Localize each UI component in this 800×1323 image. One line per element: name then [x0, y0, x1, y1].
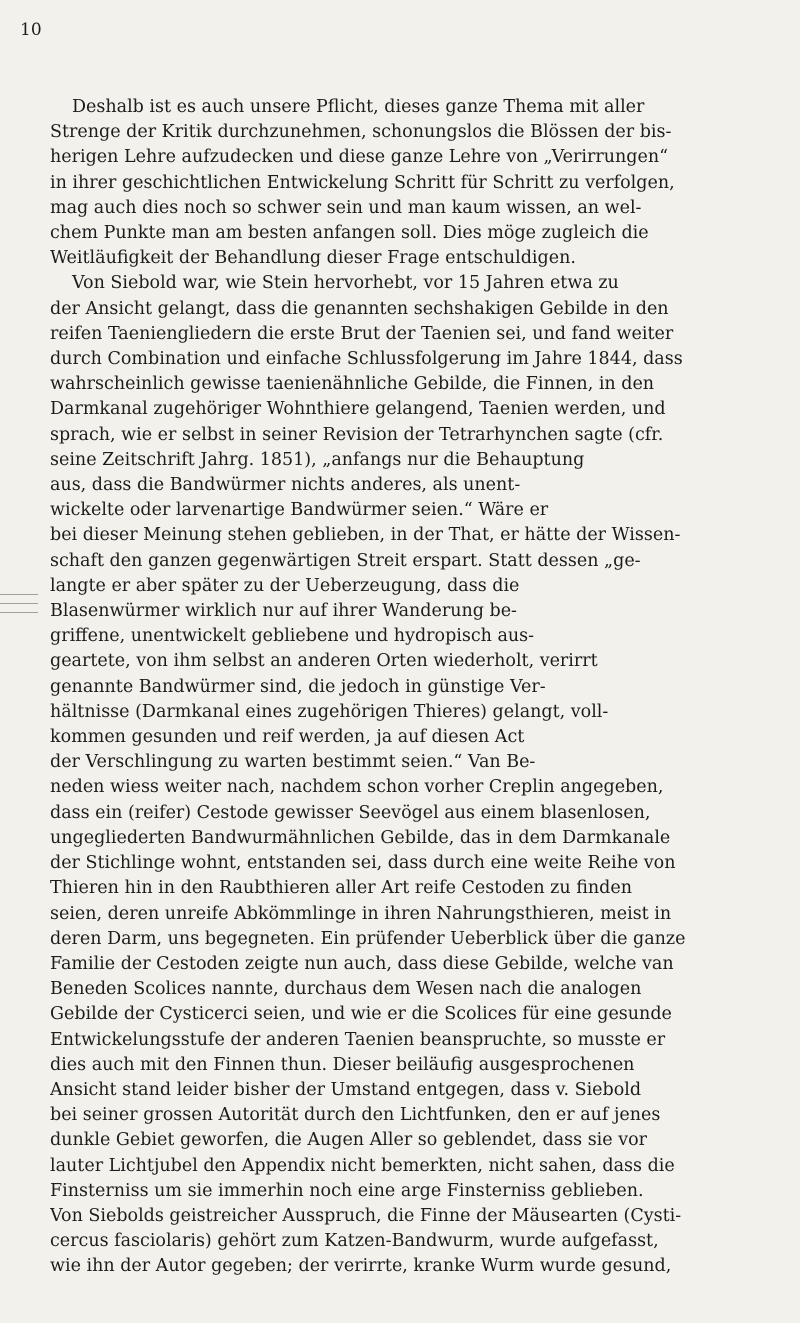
text-line: schaft den ganzen gegenwärtigen Streit erspart. Statt dessen „ge- [50, 550, 641, 571]
text-line: sprach, wie er selbst in seiner Revision der Tetrarhynchen sagte (cfr. [50, 424, 664, 445]
text-line: griffene, unentwickelt gebliebene und hydropisch aus- [50, 626, 535, 647]
text-line: cercus fasciolaris) gehört zum Katzen-Bandwurm, wurde aufgefasst, [50, 1231, 659, 1252]
text-line: genannte Bandwürmer sind, die jedoch in günstige Ver- [50, 676, 546, 697]
text-line: in ihrer geschichtlichen Entwickelung Schritt für Schritt zu verfolgen, [50, 172, 675, 193]
text-line: Beneden Scolices nannte, durchaus dem Wesen nach die analogen [50, 979, 642, 1000]
text-line: mag auch dies noch so schwer sein und man kaum wissen, an wel- [50, 197, 642, 218]
text-line: kommen gesunden und reif werden, ja auf diesen Act [50, 727, 525, 748]
text-line: langte er aber später zu der Ueberzeugung, dass die [50, 575, 520, 596]
text-line: Thieren hin in den Raubthieren aller Art reife Cestoden zu finden [50, 878, 633, 899]
text-line: aus, dass die Bandwürmer nichts anderes, als unent- [50, 475, 521, 496]
text-line: Von Siebold war, wie Stein hervorhebt, vor 15 Jahren etwa zu [72, 273, 619, 294]
text-line: dass ein (reifer) Cestode gewisser Seevögel aus einem blasenlosen, [50, 802, 651, 823]
text-line: der Verschlingung zu warten bestimmt seien.“ Van Be- [50, 752, 536, 773]
text-line: seine Zeitschrift Jahrg. 1851), „anfangs nur die Behauptung [50, 449, 585, 470]
text-line: Darmkanal zugehöriger Wohnthiere gelangend, Taenien werden, und [50, 399, 666, 420]
text-line: wahrscheinlich gewisse taenienähnliche Gebilde, die Finnen, in den [50, 374, 655, 395]
text-line: wickelte oder larvenartige Bandwürmer seien.“ Wäre er [50, 500, 549, 521]
text-line: Gebilde der Cysticerci seien, und wie er die Scolices für eine gesunde [50, 1004, 672, 1025]
text-line: Deshalb ist es auch unsere Pflicht, dieses ganze Thema mit aller [72, 97, 645, 117]
text-line: neden wiess weiter nach, nachdem schon vorher Creplin angegeben, [50, 777, 664, 798]
text-line: seien, deren unreife Abkömmlinge in ihren Nahrungsthieren, meist in [50, 903, 672, 924]
text-line: ungegliederten Bandwurmähnlichen Gebilde, das in dem Darmkanale [50, 827, 671, 848]
text-line: dunkle Gebiet geworfen, die Augen Aller so geblendet, dass sie vor [50, 1130, 647, 1151]
text-line: bei seiner grossen Autorität durch den Lichtfunken, den er auf jenes [50, 1105, 661, 1126]
text-line: der Ansicht gelangt, dass die genannten sechshakigen Gebilde in den [50, 298, 669, 319]
text-line: chem Punkte man am besten anfangen soll. Dies möge zugleich die [50, 223, 649, 244]
text-line: Ansicht stand leider bisher der Umstand entgegen, dass v. Siebold [50, 1079, 642, 1100]
text-line: Entwickelungsstufe der anderen Taenien beanspruchte, so musste er [50, 1029, 666, 1050]
text-line: Von Siebolds geistreicher Ausspruch, die Finne der Mäusearten (Cysti- [50, 1205, 682, 1226]
text-line: reifen Taeniengliedern die erste Brut der Taenien sei, und fand weiter [50, 323, 674, 344]
text-line: wie ihn der Autor gegeben; der verirrte, kranke Wurm wurde gesund, [50, 1256, 672, 1277]
text-line: bei dieser Meinung stehen geblieben, in der That, er hätte der Wissen- [50, 525, 681, 546]
page-number: 10 [20, 20, 42, 40]
text-line: Familie der Cestoden zeigte nun auch, dass diese Gebilde, welche van [50, 953, 674, 974]
text-line: herigen Lehre aufzudecken und diese ganze Lehre von „Verirrungen“ [50, 147, 669, 168]
text-line: dies auch mit den Finnen thun. Dieser beiläufig ausgesprochenen [50, 1054, 635, 1075]
text-line: Finsterniss um sie immerhin noch eine arge Finsterniss geblieben. [50, 1180, 644, 1201]
text-line: deren Darm, uns begegneten. Ein prüfender Ueberblick über die ganze [50, 928, 686, 949]
text-line: hältnisse (Darmkanal eines zugehörigen Thieres) gelangt, voll- [50, 701, 609, 722]
handwritten-marginalia [0, 586, 40, 706]
text-line: geartete, von ihm selbst an anderen Orten wiederholt, verirrt [50, 651, 598, 672]
body-text [50, 95, 772, 1280]
text-line: Weitläufigkeit der Behandlung dieser Frage entschuldigen. [50, 248, 576, 269]
text-line: lauter Lichtjubel den Appendix nicht bemerkten, nicht sahen, dass die [50, 1155, 675, 1176]
text-line: Blasenwürmer wirklich nur auf ihrer Wanderung be- [50, 601, 517, 622]
text-line: Strenge der Kritik durchzunehmen, schonungslos die Blössen der bis- [50, 122, 672, 143]
text-line: durch Combination und einfache Schlussfolgerung im Jahre 1844, dass [50, 349, 683, 370]
text-line: der Stichlinge wohnt, entstanden sei, dass durch eine weite Reihe von [50, 853, 676, 874]
